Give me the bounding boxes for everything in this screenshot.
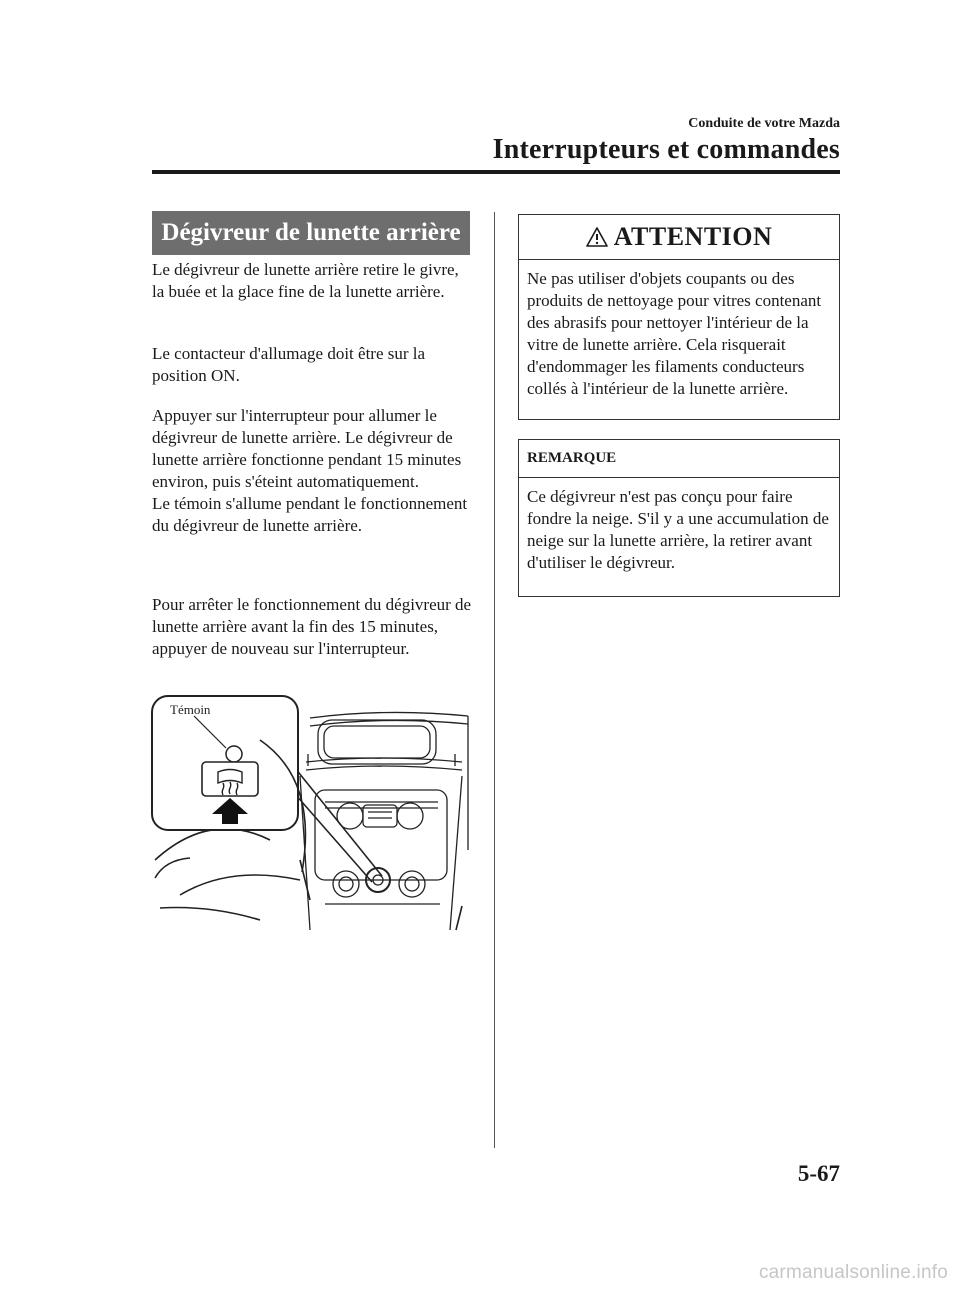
paragraph-stop: Pour arrêter le fonctionnement du dégivreur de lunette arrière avant la fin des 15 minutes, appuyer de nouveau sur l'interrupteur. [152, 595, 472, 658]
indicator-light-icon [226, 746, 242, 762]
paragraph-ignition: Le contacteur d'allumage doit être sur la position ON. [152, 344, 426, 385]
defroster-heading: Dégivreur de lunette arrière [152, 211, 470, 255]
remarque-body: Ce dégivreur n'est pas conçu pour faire fondre la neige. S'il y a une accumulation de neige sur la lunette arrière, la retirer avant d'utiliser le dégivreur. [527, 487, 829, 572]
column-divider [494, 212, 495, 1148]
attention-title: ATTENTION [613, 222, 773, 251]
temoin-label: Témoin [170, 702, 211, 717]
remarque-box [518, 439, 840, 597]
attention-header [519, 215, 839, 260]
header-rule [152, 170, 840, 174]
attention-body: Ne pas utiliser d'objets coupants ou des produits de nettoyage pour vitres contenant des abrasifs pour nettoyer l'intérieur de la vitre de lunette arrière. Cela risquerait d'endommager les filaments conducteurs collés à l'intérieur de la lunette arrière. [527, 269, 822, 398]
attention-box [518, 214, 840, 420]
warning-triangle-icon [586, 227, 608, 247]
section-title: Interrupteurs et commandes [492, 134, 840, 165]
chapter-title: Conduite de votre Mazda [688, 116, 840, 131]
dashboard-illustration [150, 690, 480, 940]
page-number: 5-67 [797, 1161, 840, 1186]
remarque-title: REMARQUE [519, 440, 839, 478]
watermark: carmanualsonline.info [758, 1262, 948, 1283]
paragraph-operation: Appuyer sur l'interrupteur pour allumer le dégivreur de lunette arrière. Le dégivreur de lunette arrière fonctionne pendant 15 minutes environ, puis s'éteint automatiquement. Le témoin s'allume pendant le fonctionnement du dégivreur de lunette arrière. [152, 406, 468, 535]
paragraph-intro: Le dégivreur de lunette arrière retire le givre, la buée et la glace fine de la lunette arrière. [152, 260, 459, 301]
